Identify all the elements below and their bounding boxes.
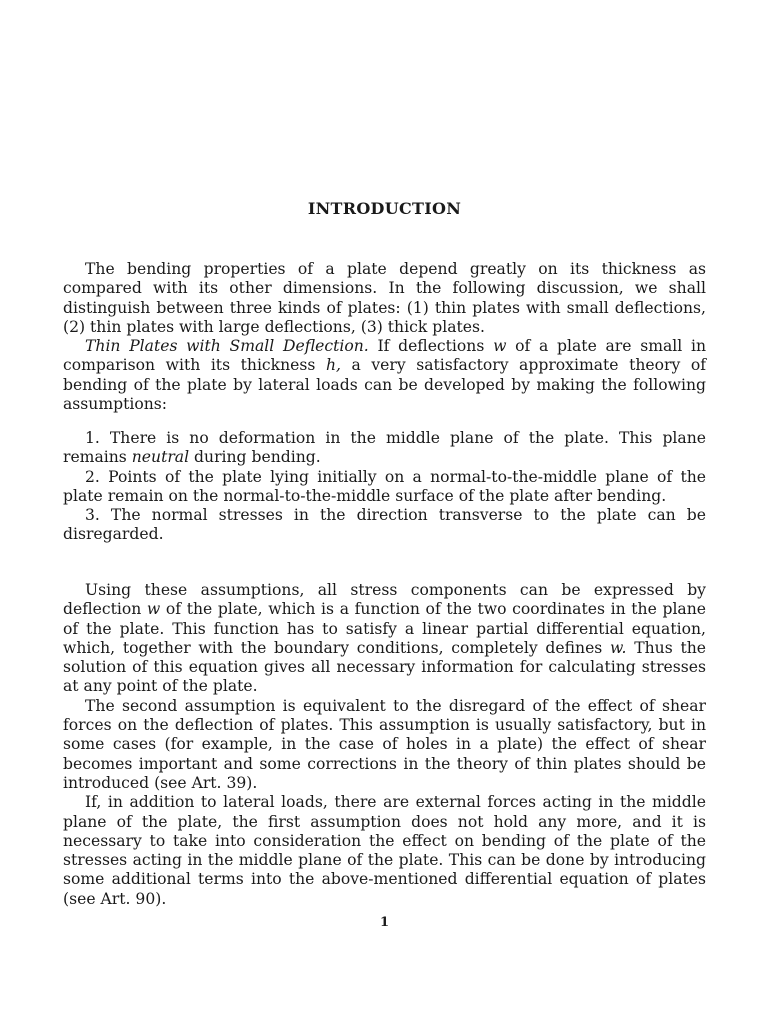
symbol-h: h, bbox=[325, 356, 341, 375]
shear-paragraph: The second assumption is equivalent to the disregard of the effect of shear forces on the deflection of plates. This assumption is usually satisfactory, but in some cases (for example, in the case of holes in a plate) the effect of shear becomes important and some corrections in the theory of thin plates should be introduced (see Art. 39). bbox=[63, 696, 706, 792]
symbol-w: w bbox=[146, 600, 161, 619]
chapter-heading: INTRODUCTION bbox=[307, 199, 462, 218]
stress-components-paragraph: Using these assumptions, all stress components can be expressed by deflection w of the plate, which is a function of the two coordinates in the plane of the plate. This function has to satisfy a linear partial differential equation, which, together with the boundary conditions, completely defines w. Thus the solution of this equation gives all necessary information for calculating stresses at any point of the plate. bbox=[63, 581, 706, 696]
discussion-section bbox=[63, 581, 706, 909]
assumption-1: 1. There is no deformation in the middle plane of the plate. This plane remains neutral during bending. bbox=[63, 429, 706, 467]
thin-plates-paragraph: Thin Plates with Small Deflection. If deflections w of a plate are small in comparison with its thickness h, a very satisfactory approximate theory of bending of the plate by lateral loads can be developed by making the following assumptions: bbox=[63, 337, 707, 414]
assumptions-list bbox=[63, 429, 706, 545]
neutral-term: neutral bbox=[131, 448, 190, 467]
assumption-3: 3. The normal stresses in the direction transverse to the plate can be disregarded. bbox=[63, 506, 706, 544]
intro-paragraph: The bending properties of a plate depend greatly on its thickness as compared with its other dimensions. In the following discussion, we shall distinguish between three kinds of plates: (1) thin plates with small deflections, (2) thin plates with large deflections, (3) thick plates. bbox=[63, 260, 706, 336]
intro-section bbox=[63, 260, 706, 414]
external-forces-paragraph: If, in addition to lateral loads, there are external forces acting in the middle plane of the plate, the first assumption does not hold any more, and it is necessary to take into consideration the effect on bending of the plate of the stresses acting in the middle plane of the plate. This can be done by introducing some additional terms into the above-mentioned differential equation of plates (see Art. 90). bbox=[63, 793, 706, 908]
assumption-2: 2. Points of the plate lying initially on a normal-to-the-middle plane of the plate remain on the normal-to-the-middle surface of the plate after bending. bbox=[63, 467, 706, 505]
symbol-w: w. bbox=[610, 638, 627, 657]
run-in-title: Thin Plates with Small Deflection. bbox=[85, 337, 369, 356]
book-page bbox=[63, 0, 706, 1024]
symbol-w: w bbox=[493, 337, 507, 356]
page-number: 1 bbox=[379, 915, 390, 930]
